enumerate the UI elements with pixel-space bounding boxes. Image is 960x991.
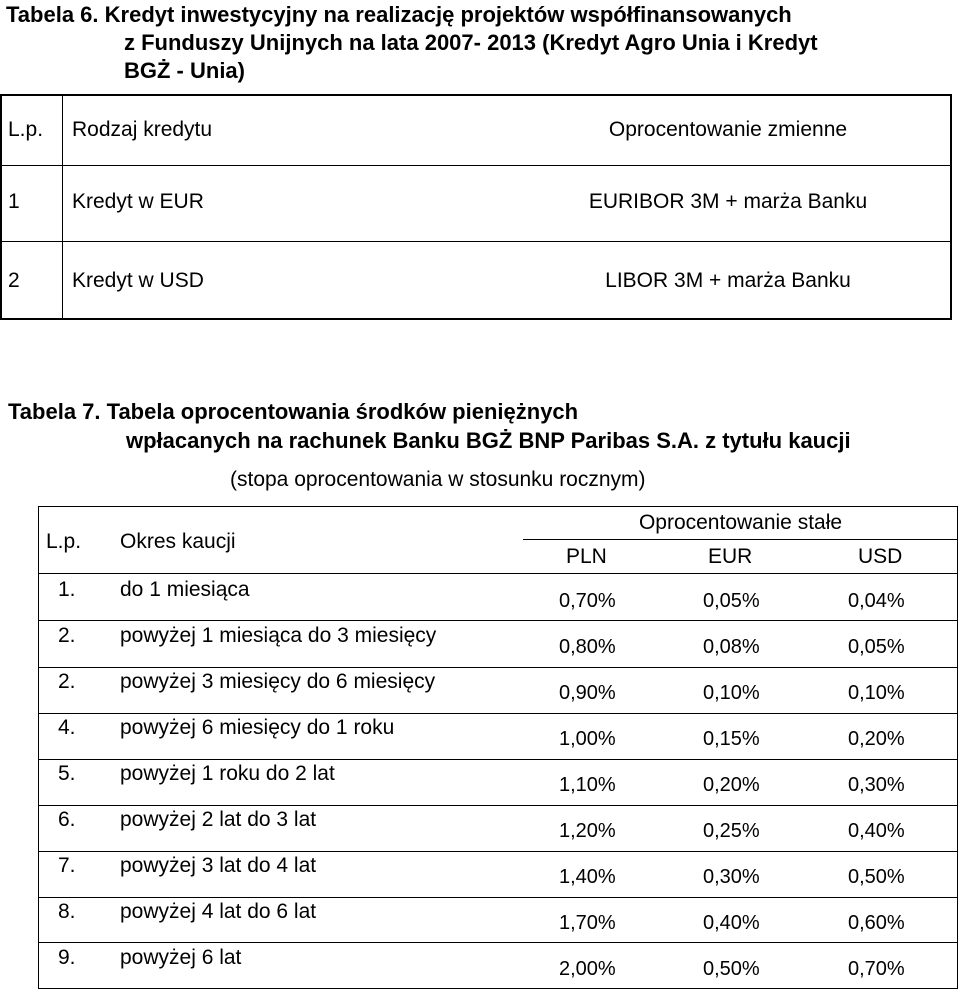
table7-header-bottom bbox=[38, 573, 958, 574]
table6-caption-line1: Tabela 6. Kredyt inwestycyjny na realizację projektów współfinansowanych bbox=[6, 2, 792, 27]
table7-cell-pln: 0,80% bbox=[559, 636, 616, 658]
table7-cell-eur: 0,10% bbox=[703, 682, 760, 704]
table7-cell-eur: 0,25% bbox=[703, 820, 760, 842]
table6-cell-type: Kredyt w EUR bbox=[72, 190, 204, 213]
table6-divider bbox=[0, 165, 952, 166]
table7-cell-usd: 0,50% bbox=[848, 866, 905, 888]
table7-cell-period: powyżej 4 lat do 6 lat bbox=[120, 900, 317, 923]
table6-border-bottom bbox=[0, 318, 952, 320]
table7-row-divider bbox=[38, 713, 958, 714]
table7-cell-eur: 0,05% bbox=[703, 590, 760, 612]
table7-cell-pln: 0,90% bbox=[559, 682, 616, 704]
table7-cell-pln: 1,00% bbox=[559, 728, 616, 750]
table7-row-divider bbox=[38, 897, 958, 898]
table6-cell-type: Kredyt w USD bbox=[72, 269, 204, 292]
table7-cell-eur: 0,20% bbox=[703, 774, 760, 796]
table7-cell-usd: 0,05% bbox=[848, 636, 905, 658]
table7-cell-pln: 2,00% bbox=[559, 958, 616, 980]
table6-cell-rate: LIBOR 3M + marża Banku bbox=[605, 269, 851, 292]
table7-cell-period: powyżej 3 miesięcy do 6 miesięcy bbox=[120, 670, 436, 693]
table7-header-lp: L.p. bbox=[46, 530, 82, 553]
table7-header-eur: EUR bbox=[708, 545, 753, 568]
table7-cell-lp: 8. bbox=[58, 900, 76, 923]
table7-cell-usd: 0,60% bbox=[848, 912, 905, 934]
table7-cell-usd: 0,40% bbox=[848, 820, 905, 842]
table7-cell-lp: 9. bbox=[58, 946, 76, 969]
table6-border-left bbox=[0, 94, 2, 320]
table7-cell-period: powyżej 6 lat bbox=[120, 946, 242, 969]
table7-cell-period: powyżej 2 lat do 3 lat bbox=[120, 808, 317, 831]
table7-cell-usd: 0,10% bbox=[848, 682, 905, 704]
table6-caption-line2: z Funduszy Unijnych na lata 2007- 2013 (Kredyt Agro Unia i Kredyt bbox=[124, 30, 818, 55]
table6-cell-rate: EURIBOR 3M + marża Banku bbox=[588, 190, 868, 213]
table7-row-divider bbox=[38, 667, 958, 668]
table7-cell-eur: 0,50% bbox=[703, 958, 760, 980]
table6-caption-line3: BGŻ - Unia) bbox=[124, 58, 245, 83]
table7-cell-period: powyżej 1 roku do 2 lat bbox=[120, 762, 335, 785]
table7-subcaption: (stopa oprocentowania w stosunku rocznym) bbox=[230, 468, 646, 491]
table6-header-type: Rodzaj kredytu bbox=[72, 118, 213, 141]
table7-cell-eur: 0,15% bbox=[703, 728, 760, 750]
table6-divider bbox=[62, 94, 63, 320]
table7-cell-lp: 7. bbox=[58, 854, 76, 877]
table7-header-period: Okres kaucji bbox=[120, 530, 236, 553]
table7-border-right bbox=[957, 506, 958, 989]
table7-border-left bbox=[38, 506, 39, 989]
table7-cell-usd: 0,30% bbox=[848, 774, 905, 796]
table6-header-lp: L.p. bbox=[8, 118, 44, 141]
table7-cell-usd: 0,70% bbox=[848, 958, 905, 980]
table7-caption-line2: wpłacanych na rachunek Banku BGŻ BNP Paribas S.A. z tytułu kaucji bbox=[126, 428, 851, 453]
table7-cell-pln: 1,40% bbox=[559, 866, 616, 888]
table7-cell-lp: 6. bbox=[58, 808, 76, 831]
table7-cell-lp: 2. bbox=[58, 670, 76, 693]
table7-header-divider bbox=[523, 539, 958, 540]
table6-header-rate: Oprocentowanie zmienne bbox=[608, 118, 848, 141]
table7-row-divider bbox=[38, 805, 958, 806]
table6-divider bbox=[0, 241, 952, 242]
table7-header-usd: USD bbox=[858, 545, 903, 568]
table7-cell-lp: 1. bbox=[58, 578, 76, 601]
table7-cell-lp: 5. bbox=[58, 762, 76, 785]
table7-cell-lp: 4. bbox=[58, 716, 76, 739]
table7-cell-pln: 0,70% bbox=[559, 590, 616, 612]
table7-cell-usd: 0,04% bbox=[848, 590, 905, 612]
table7-cell-pln: 1,70% bbox=[559, 912, 616, 934]
table7-caption-line1: Tabela 7. Tabela oprocentowania środków pieniężnych bbox=[8, 399, 579, 424]
table7-cell-usd: 0,20% bbox=[848, 728, 905, 750]
table6-border-top bbox=[0, 94, 952, 96]
table7-cell-period: powyżej 3 lat do 4 lat bbox=[120, 854, 317, 877]
table7-row-divider bbox=[38, 759, 958, 760]
table7-header-rate-group: Oprocentowanie stałe bbox=[638, 511, 843, 534]
table7-border-top bbox=[38, 506, 958, 507]
table7-row-divider bbox=[38, 851, 958, 852]
table7-header-pln: PLN bbox=[566, 545, 607, 568]
table7-row-divider bbox=[38, 942, 958, 943]
table7-cell-eur: 0,40% bbox=[703, 912, 760, 934]
table7-cell-pln: 1,10% bbox=[559, 774, 616, 796]
table7-cell-period: do 1 miesiąca bbox=[120, 578, 250, 601]
table7-cell-eur: 0,30% bbox=[703, 866, 760, 888]
table6-border-right bbox=[950, 94, 952, 320]
table6-cell-lp: 1 bbox=[8, 190, 20, 213]
table7-cell-lp: 2. bbox=[58, 624, 76, 647]
table7-cell-period: powyżej 6 miesięcy do 1 roku bbox=[120, 716, 395, 739]
table7-row-divider bbox=[38, 620, 958, 621]
table7-border-bottom bbox=[38, 988, 958, 989]
table7-cell-period: powyżej 1 miesiąca do 3 miesięcy bbox=[120, 624, 437, 647]
table7-cell-eur: 0,08% bbox=[703, 636, 760, 658]
table7-cell-pln: 1,20% bbox=[559, 820, 616, 842]
table6-cell-lp: 2 bbox=[8, 269, 20, 292]
